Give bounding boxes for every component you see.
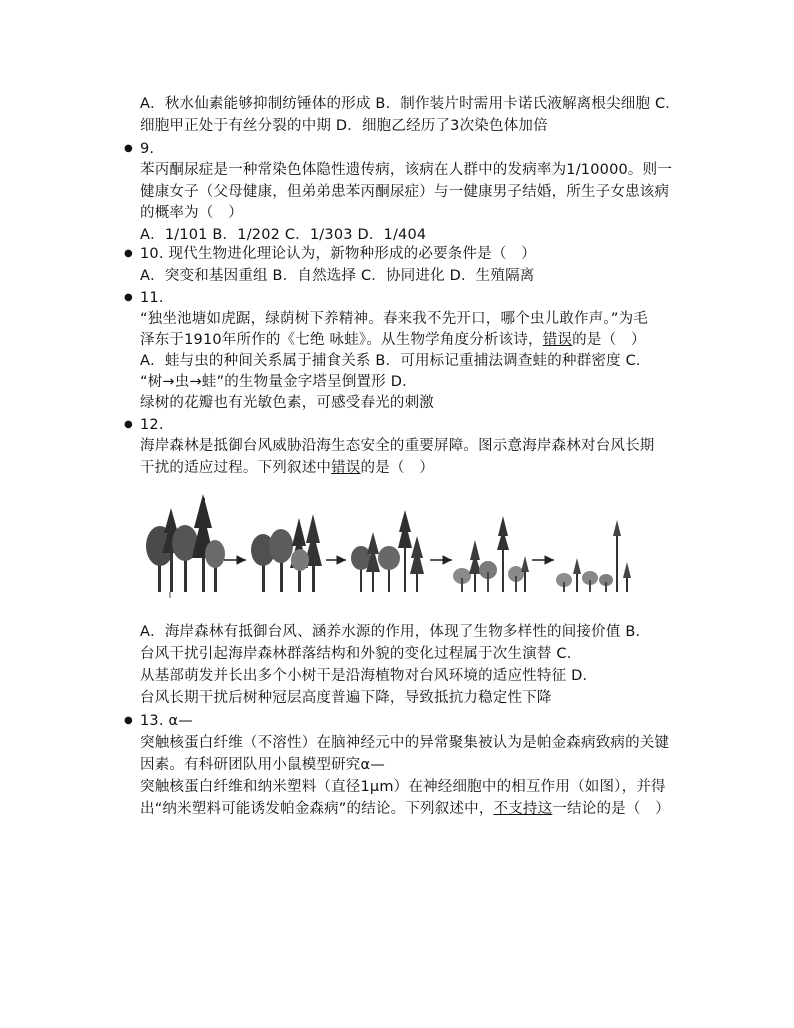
- q11-options-line1: A．蛙与虫的种间关系属于捕食关系 B．可用标记重捕法调查蛙的种群密度 C．: [140, 353, 651, 369]
- q9-stem-line3: 的概率为（ ）: [140, 205, 243, 221]
- q12-number: 12.: [140, 417, 164, 433]
- q13-stem-line3: 突触核蛋白纤维和纳米塑料（直径1μm）在神经细胞中的相互作用（如图），并得: [140, 779, 666, 795]
- q11-options-line3: 绿树的花瓣也有光敏色素，可感受春光的刺激: [140, 395, 434, 411]
- q13-stem-part1: 出“纳米塑料可能诱发帕金森病”的结论。下列叙述中，: [140, 801, 494, 817]
- q12-options-line3: 从基部萌发并长出多个小树干是沿海植物对台风环境的适应性特征 D．: [140, 668, 598, 684]
- q10-options: A．突变和基因重组 B．自然选择 C．协同进化 D．生殖隔离: [140, 268, 535, 284]
- q13-emphasis-not-support: 不支持这: [493, 801, 553, 817]
- forest-stage-1: [146, 494, 225, 598]
- q13-stem-part3: 一结论的是（ ）: [552, 801, 670, 817]
- q12-stem-line1: 海岸森林是抵御台风威胁沿海生态安全的重要屏障。图示意海岸森林对台风长期: [140, 438, 655, 454]
- q8-options-line1: A．秋水仙素能够抑制纺锤体的形成 B．制作装片时需用卡诺氏液解离根尖细胞 C．: [140, 96, 681, 112]
- bullet-dot: ●: [124, 292, 133, 303]
- q11-number: 11.: [140, 290, 164, 306]
- q12-options-line1: A．海岸森林有抵御台风、涵养水源的作用，体现了生物多样性的间接价值 B．: [140, 624, 651, 640]
- q13-stem-line2: 因素。有科研团队用小鼠模型研究α—: [140, 757, 385, 773]
- bullet-dot: ●: [124, 143, 133, 154]
- q11-stem-line2: [140, 330, 646, 350]
- q12-options-line4: 台风长期干扰后树种冠层高度普遍下降，导致抵抗力稳定性下降: [140, 690, 552, 706]
- q9-number: 9.: [140, 141, 155, 157]
- q11-stem-part1: 泽东于1910年所作的《七绝 咏蛙》。从生物学角度分析该诗，: [140, 332, 543, 348]
- q13-stem-line1: 突触核蛋白纤维（不溶性）在脑神经元中的异常聚集被认为是帕金森病致病的关键: [140, 735, 670, 751]
- q13-stem-line4: [140, 799, 670, 819]
- bullet-dot: ●: [124, 248, 133, 259]
- q10-stem: 10. 现代生物进化理论认为，新物种形成的必要条件是（ ）: [140, 246, 536, 262]
- bullet-dot: ●: [124, 715, 133, 726]
- q11-stem-part3: 的是（ ）: [572, 332, 646, 348]
- q12-stem-part3: 的是（ ）: [360, 460, 435, 476]
- q11-emphasis-wrong: 错误: [542, 332, 573, 348]
- forest-stage-2: [251, 514, 322, 592]
- q11-options-line2: “树→虫→蛙”的生物量金字塔呈倒置形 D．: [140, 374, 417, 390]
- q8-options-line2: 细胞甲正处于有丝分裂的中期 D．细胞乙经历了3次染色体加倍: [140, 118, 548, 134]
- q11-stem-line1: “独坐池塘如虎踞，绿荫树下养精神。春来我不先开口，哪个虫儿敢作声。”为毛: [140, 311, 648, 327]
- q9-stem-line2: 健康女子（父母健康，但弟弟患苯丙酮尿症）与一健康男子结婚，所生子女患该病: [140, 184, 670, 200]
- bullet-dot: ●: [124, 419, 133, 430]
- forest-stage-4: [453, 516, 529, 592]
- q12-options-line2: 台风干扰引起海岸森林群落结构和外貌的变化过程属于次生演替 C．: [140, 646, 582, 662]
- forest-adaptation-figure: [140, 488, 640, 608]
- q12-stem-part1: 干扰的适应过程。下列叙述中: [140, 460, 332, 476]
- q13-number: 13. α—: [140, 713, 193, 729]
- q9-stem-line1: 苯丙酮尿症是一种常染色体隐性遗传病，该病在人群中的发病率为1/10000。则一: [140, 162, 673, 178]
- q12-emphasis-wrong: 错误: [331, 460, 361, 476]
- forest-stage-5: [556, 520, 631, 592]
- q12-stem-line2: [140, 458, 434, 478]
- forest-stage-3: [351, 510, 424, 592]
- q9-options: A．1/101 B．1/202 C．1/303 D．1/404: [140, 227, 427, 243]
